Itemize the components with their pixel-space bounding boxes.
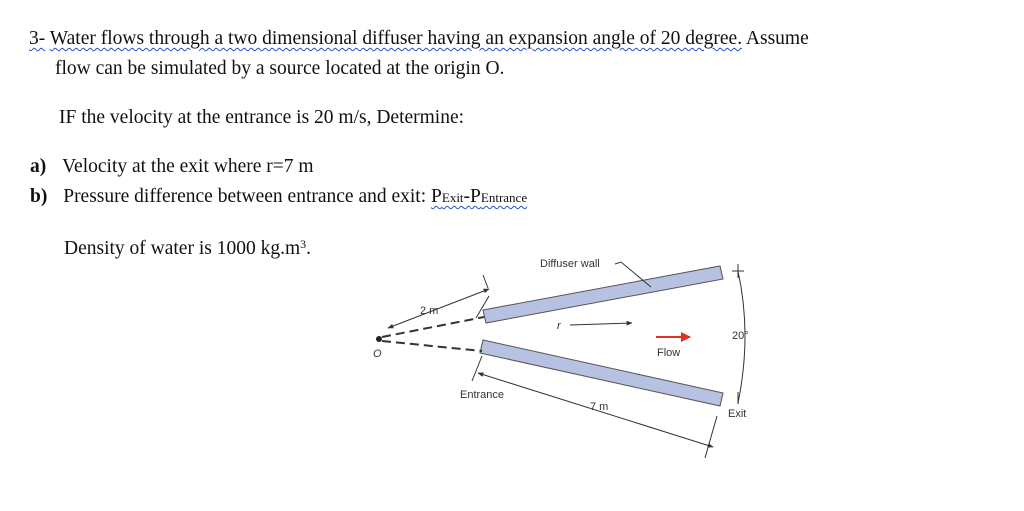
seven-meter-label: 7 m [590, 401, 609, 413]
p-entrance-symbol: P [470, 186, 481, 207]
part-a-text: Velocity at the exit where r=7 m [62, 156, 314, 177]
density-exponent: 3 [300, 237, 307, 251]
part-b-label: b) [30, 186, 48, 207]
p-exit-symbol: P [431, 186, 442, 207]
origin-point [376, 336, 382, 342]
r-arrow [570, 323, 632, 325]
flow-label: Flow [657, 347, 681, 359]
exit-label: Exit [728, 408, 747, 420]
part-b-text: Pressure difference between entrance and exit: [63, 186, 432, 207]
problem-statement-tail: Assume [745, 28, 809, 49]
problem-statement-underlined: Water flows through a two dimensional diffuser having an expansion angle of 20 degree. [49, 28, 743, 49]
lower-dashed-line [382, 341, 482, 351]
r-label: r [557, 320, 561, 332]
p-entrance-subscript: Entrance [480, 190, 528, 205]
problem-line-2: flow can be simulated by a source located at the origin O. [55, 58, 505, 79]
upper-dashed-line [382, 317, 484, 337]
angle-label: 20° [732, 330, 749, 342]
density-text: Density of water is 1000 kg.m [64, 238, 301, 259]
given-line: IF the velocity at the entrance is 20 m/s, Determine: [59, 107, 465, 128]
diffuser-wall-label: Diffuser wall [540, 258, 600, 270]
density-end: . [306, 238, 312, 259]
upper-diffuser-wall [483, 266, 723, 323]
p-exit-subscript: Exit [441, 190, 464, 205]
two-meter-dimension [388, 289, 489, 328]
minus-sign: - [463, 186, 471, 207]
origin-label: O [373, 348, 382, 360]
lower-diffuser-wall [480, 340, 723, 406]
two-meter-label: 2 m [420, 305, 439, 317]
problem-number: 3- [29, 28, 46, 49]
part-a-label: a) [30, 156, 47, 177]
entrance-label: Entrance [460, 389, 505, 401]
